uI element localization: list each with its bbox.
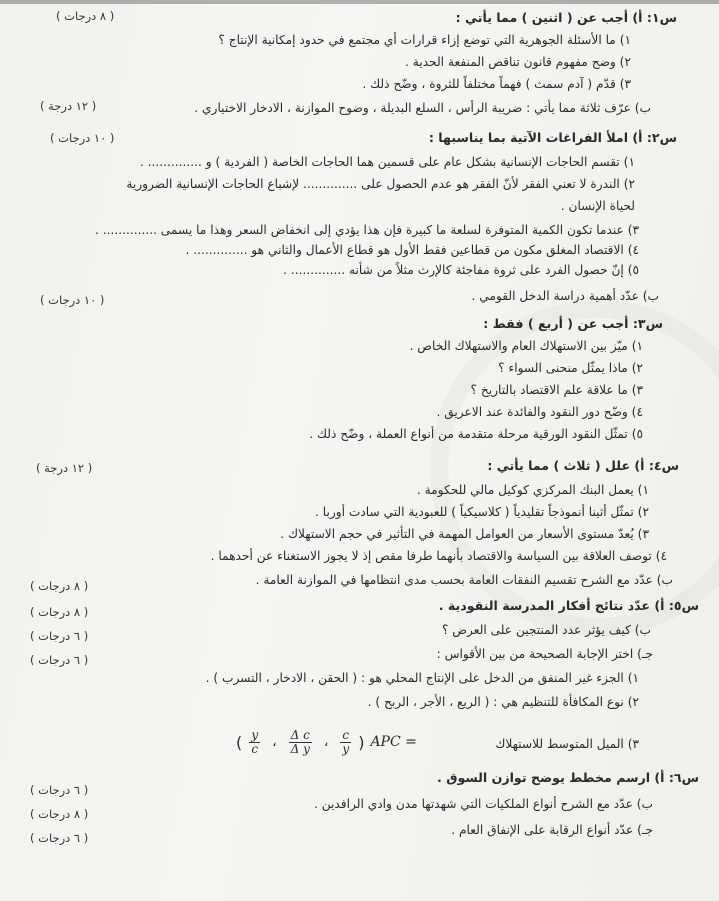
q4-marks: ( ١٢ درجة ) [36, 461, 93, 475]
q3-item-5: ٥) تمثّل النقود الورقية مرحلة متقدمة من أنواع العملة ، وضّح ذلك . [309, 427, 643, 441]
q5-item-1: ١) الجزء غير المنفق من الدخل على الإنتاج المحلي هو : ( الحقن ، الادخار ، التسرب ) . [205, 671, 639, 685]
q2-item-4: ٤) الاقتصاد المغلق مكون من قطاعين فقط الأول هو قطاع الأعمال والثاني هو .............. . [185, 243, 639, 257]
q4-title: س٤: أ) علل ( ثلاث ) مما يأتي : [487, 458, 679, 473]
q1-item-1: ١) ما الأسئلة الجوهرية التي توضع إزاء قرارات أي مجتمع في حدود إمكانية الإنتاج ؟ [218, 33, 631, 47]
q1-item-3: ٣) قدّم ( آدم سمث ) فهماً مختلفاً للثروة ، وضّح ذلك . [362, 77, 631, 91]
q4-b: ب) عدّد مع الشرح تقسيم النفقات العامة بحسب مدى انتظامها في الموازنة العامة . [255, 573, 673, 587]
q4-item-3: ٣) يُعدّ مستوى الأسعار من العوامل المهمة في التأثير في حجم الاستهلاك . [280, 527, 649, 541]
paren-close: ) [353, 732, 365, 752]
q6-title: س٦: أ) ارسم مخطط يوضح توازن السوق . [437, 770, 699, 785]
apc-label: APC = [370, 734, 417, 750]
q5-item-2: ٢) نوع المكافأة للتنظيم هي : ( الريع ، الأجر ، الربح ) . [367, 695, 639, 709]
q5-item-3-label: ٣) الميل المتوسط للاستهلاك [495, 737, 639, 751]
q2-b-marks: ( ١٠ درجات ) [40, 293, 105, 307]
q2-item-5: ٥) إنّ حصول الفرد على ثروة مفاجئة كالإرث مثلاً من شأنه .............. . [283, 263, 639, 277]
q1-b: ب) عرّف ثلاثة مما يأتي : ضريبة الرأس ، السلع البديلة ، وضوح الموازنة ، الادخار الاختياري . [194, 101, 651, 115]
q4-b-marks: ( ٨ درجات ) [30, 579, 89, 593]
fraction-dc-over-dy: $\frac{\text{Δ c}}{\text{Δ y}}$ [290, 727, 310, 756]
q2-marks: ( ١٠ درجات ) [50, 131, 115, 145]
q1-item-2: ٢) وضح مفهوم قانون تناقص المنفعة الحدية . [405, 55, 631, 69]
q5-title: س٥: أ) عدّد نتائج أفكار المدرسة النقودية . [438, 598, 699, 613]
comma-2: ، [323, 734, 329, 750]
fraction-y-over-c: $\frac{y}{c}$ [251, 727, 259, 756]
q2-item-2-cont: لحياة الإنسان . [560, 199, 635, 213]
q3-title: س٣: أجب عن ( أربع ) فقط : [483, 316, 663, 331]
q5-b-marks: ( ٦ درجات ) [30, 629, 89, 643]
q6-marks: ( ٦ درجات ) [30, 783, 89, 797]
apc-formula [236, 722, 417, 762]
q1-title: س١: أ) أجب عن ( اثنين ) مما يأتي : [455, 10, 677, 25]
q6-c-marks: ( ٦ درجات ) [30, 831, 89, 845]
fraction-c-over-y: $\frac{c}{y}$ [342, 727, 350, 756]
q4-item-1: ١) يعمل البنك المركزي كوكيل مالي للحكومة . [416, 483, 649, 497]
q3-item-1: ١) ميّز بين الاستهلاك العام والاستهلاك الخاص . [409, 339, 643, 353]
q4-item-4: ٤) توصف العلاقة بين السياسة والاقتصاد بأنهما طرفا مقص إذ لا يجوز الاستغناء عن أحدهما . [210, 549, 667, 563]
q6-c: جـ) عدّد أنواع الرقابة على الإنفاق العام . [451, 823, 653, 837]
q5-c-marks: ( ٦ درجات ) [30, 653, 89, 667]
q5-c: جـ) اختر الإجابة الصحيحة من بين الأقواس : [436, 647, 653, 661]
q5-item-3 [495, 730, 639, 758]
q3-item-3: ٣) ما علاقة علم الاقتصاد بالتاريخ ؟ [470, 383, 643, 397]
q2-item-3: ٣) عندما تكون الكمية المتوفرة لسلعة ما كبيرة فإن هذا يؤدي إلى انخفاض السعر وهذا ما يسمى .............. . [94, 223, 639, 237]
q2-item-2: ٢) الندرة لا تعني الفقر لأنّ الفقر هو عدم الحصول على .............. لإشباع الحاجات الإنسانية الضرورية [126, 177, 635, 191]
paren-open: ( [236, 732, 248, 752]
comma-1: ، [272, 734, 277, 750]
q3-item-2: ٢) ماذا يمثّل منحنى السواء ؟ [498, 361, 643, 375]
q2-title: س٢: أ) املأ الفراغات الآتية بما يناسبها : [428, 130, 677, 145]
top-edge [0, 0, 719, 4]
q5-marks: ( ٨ درجات ) [30, 605, 89, 619]
q3-item-4: ٤) وضّح دور النقود والفائدة عند الاعريق . [436, 405, 643, 419]
q2-b: ب) عدّد أهمية دراسة الدخل القومي . [471, 289, 659, 303]
q2-item-1: ١) تقسم الحاجات الإنسانية بشكل عام على قسمين هما الحاجات الخاصة ( الفردية ) و .............. . [139, 155, 635, 169]
q4-item-2: ٢) تمثّل أثينا أنموذجاً تقليدياً ( كلاسيكياً ) للعبودية التي سادت أوربا . [315, 505, 649, 519]
q6-b-marks: ( ٨ درجات ) [30, 807, 89, 821]
q1-b-marks: ( ١٢ درجة ) [40, 99, 97, 113]
q1-marks: ( ٨ درجات ) [56, 9, 115, 23]
q5-b: ب) كيف يؤثر عدد المنتجين على العرض ؟ [441, 623, 651, 637]
q6-b: ب) عدّد مع الشرح أنواع الملكيات التي شهدتها مدن وادي الرافدين . [313, 797, 653, 811]
